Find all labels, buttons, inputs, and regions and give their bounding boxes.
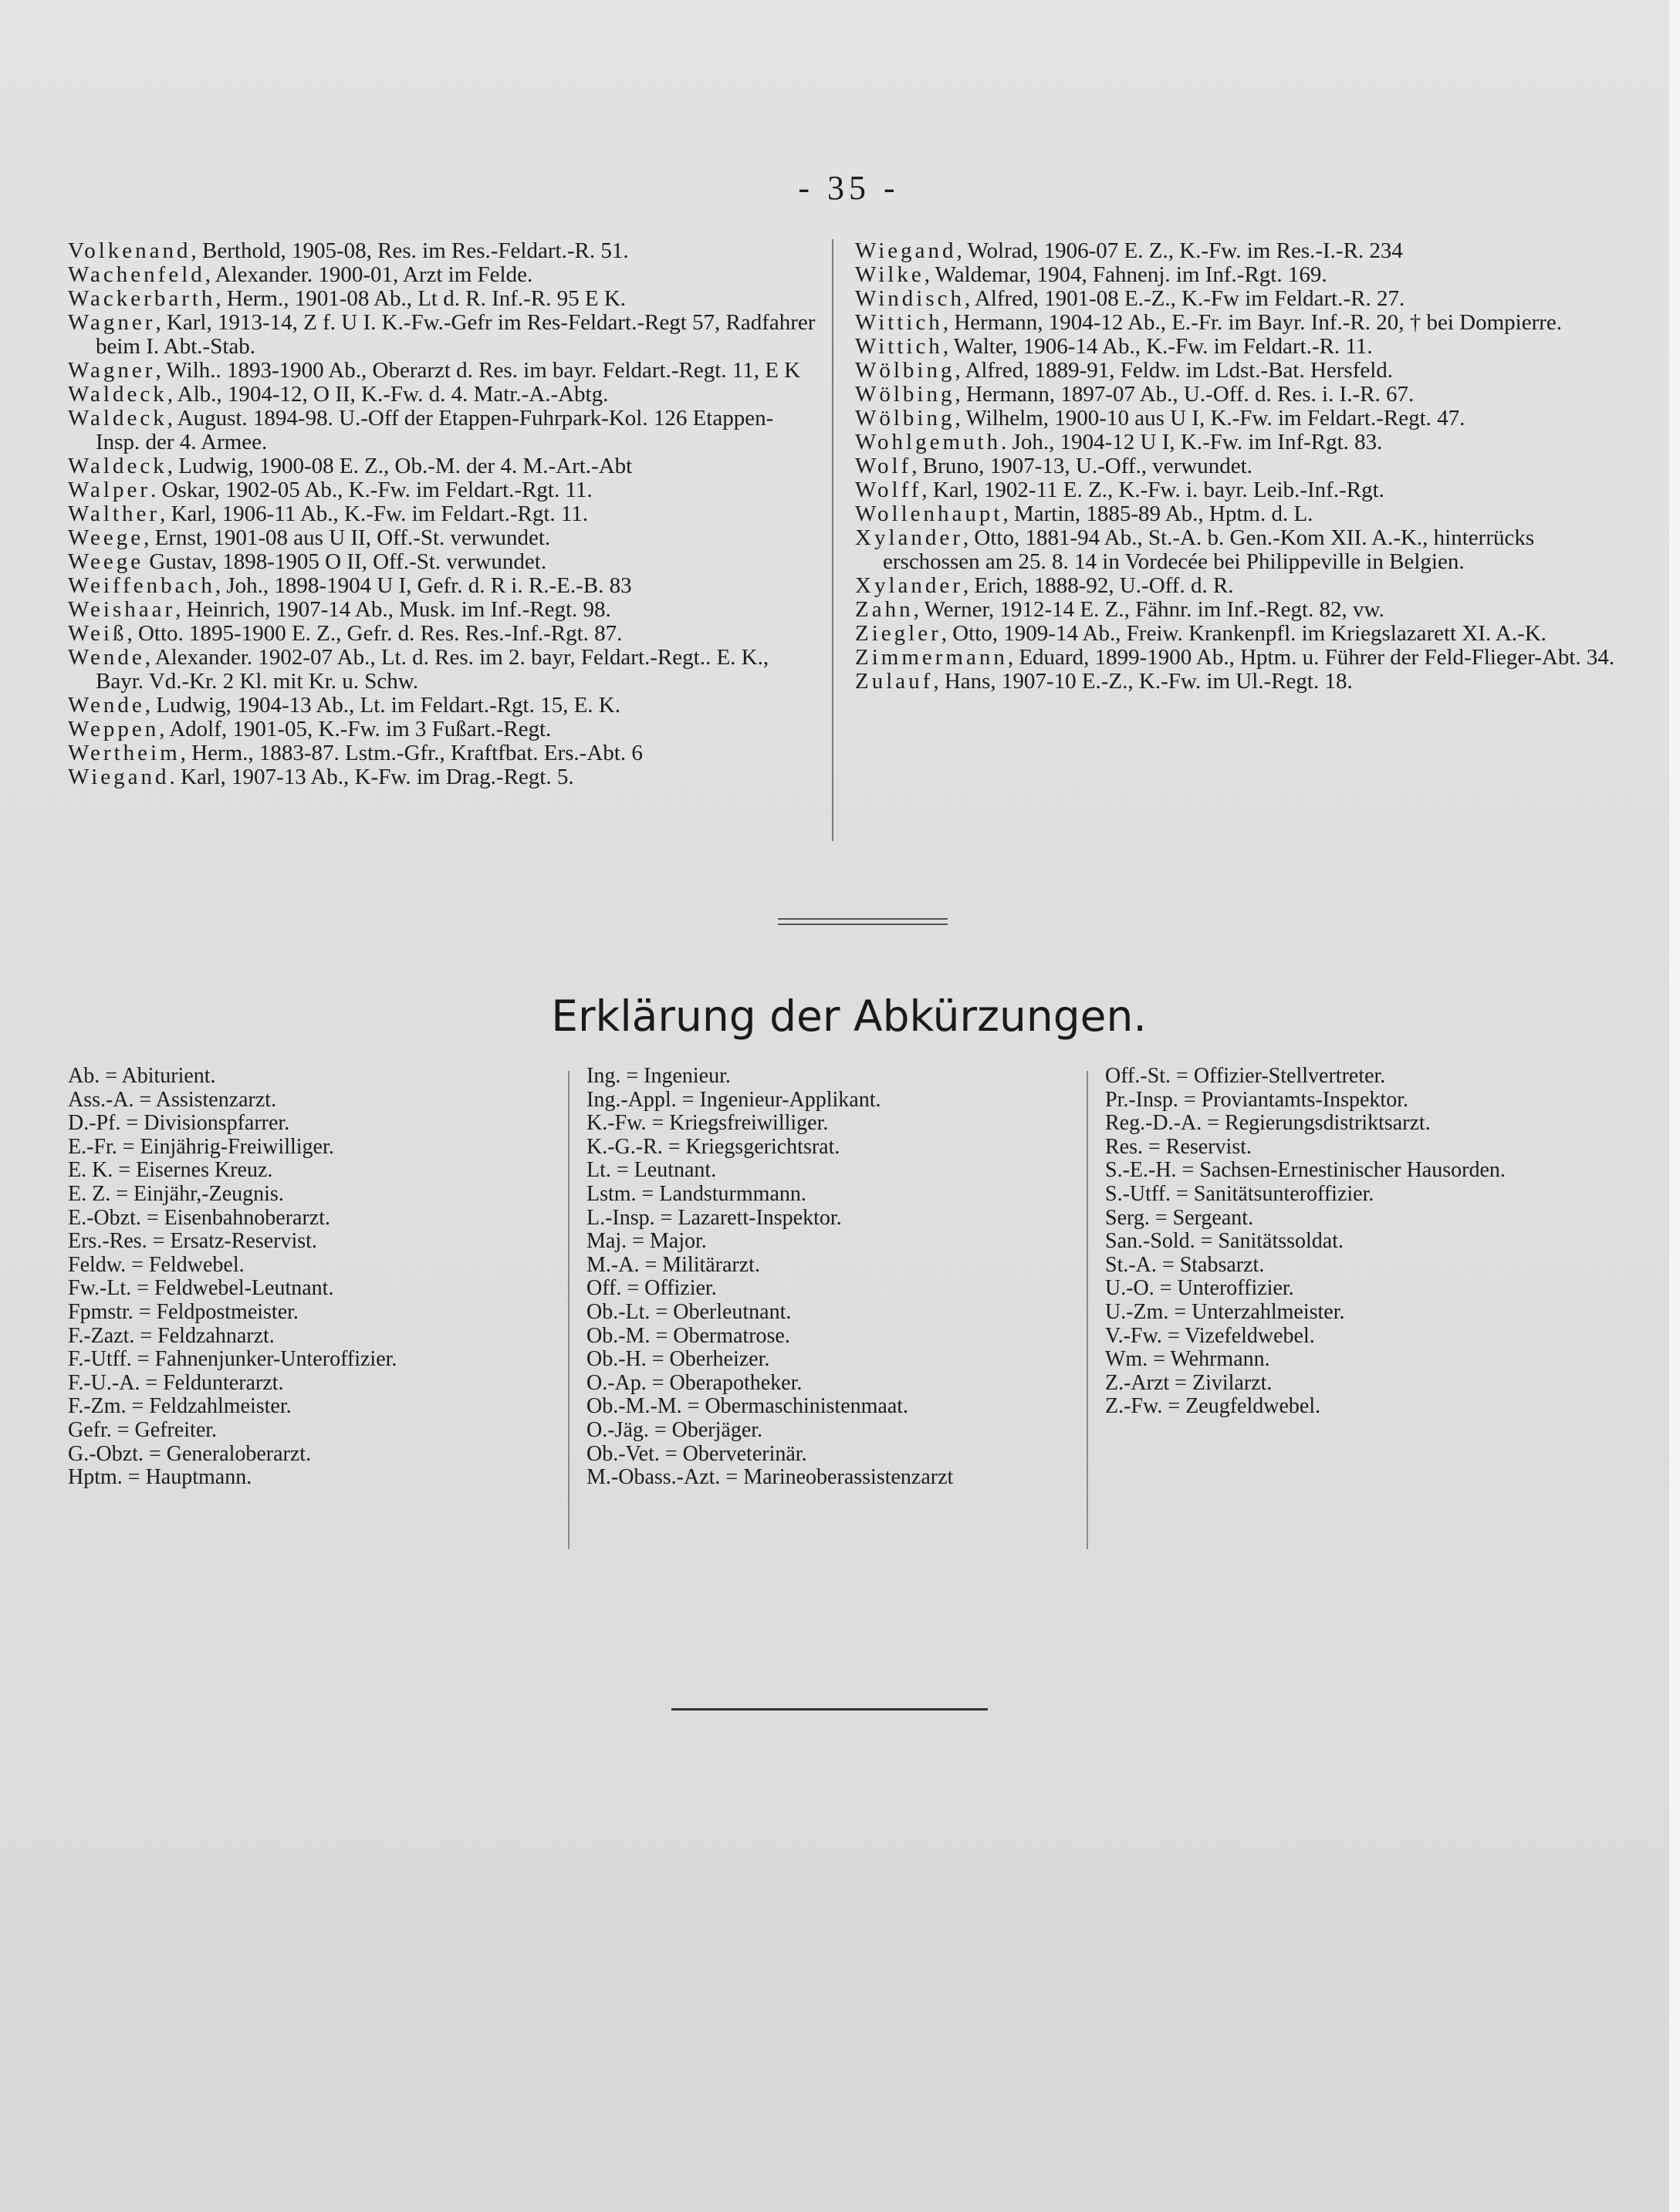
- entry-details: , Alb., 1904-12, O II, K.-Fw. d. 4. Matr.-A.-Abtg.: [167, 382, 609, 407]
- abbreviation-item: Serg. = Sergeant.: [1105, 1205, 1254, 1230]
- entry-details: , Alexander. 1900-01, Arzt im Felde.: [205, 262, 533, 287]
- abbreviation-item: U.-Zm. = Unterzahlmeister.: [1105, 1299, 1345, 1324]
- roster-entry: [68, 646, 816, 694]
- entry-surname: Wittich: [855, 310, 943, 335]
- entry-details: Gustav, 1898-1905 O II, Off.-St. verwundet.: [144, 549, 547, 574]
- roster-entry: [68, 694, 816, 718]
- abbreviation-item: Off.-St. = Offizier-Stellvertreter.: [1105, 1064, 1386, 1088]
- abbreviation-item: O.-Jäg. = Oberjäger.: [586, 1417, 763, 1442]
- abbreviation-item: S.-Utff. = Sanitätsunteroffizier.: [1105, 1181, 1374, 1206]
- entry-details: , Otto, 1909-14 Ab., Freiw. Krankenpfl. im Kriegslazarett XI. A.-K.: [941, 621, 1546, 646]
- roster-entry: [68, 741, 816, 765]
- abbreviation-item: Wm. = Wehrmann.: [1105, 1347, 1270, 1372]
- entry-details: , Alexander. 1902-07 Ab., Lt. d. Res. im 2. bayr, Feldart.-Regt.. E. K., Bayr. Vd.-Kr. 2 Kl. mit Kr. u. Schw.: [96, 645, 769, 694]
- abbreviation-item: St.-A. = Stabsarzt.: [1105, 1252, 1265, 1277]
- abbreviation-item: Off. = Offizier.: [586, 1276, 717, 1301]
- abbreviation-item: F.-U.-A. = Feldunterarzt.: [68, 1370, 284, 1395]
- abbreviation-item: F.-Zazt. = Feldzahnarzt.: [68, 1323, 275, 1348]
- entry-details: . Joh., 1904-12 U I, K.-Fw. im Inf-Rgt. 83.: [1001, 430, 1383, 454]
- abbreviations-divider: [568, 1071, 570, 1549]
- roster-entry: [855, 263, 1627, 287]
- abbreviation-item: S.-E.-H. = Sachsen-Ernestinischer Hausorden.: [1105, 1158, 1506, 1183]
- roster-entry: [855, 407, 1627, 431]
- section-separator: [778, 918, 948, 925]
- abbreviations-divider: [1087, 1071, 1088, 1549]
- abbreviation-item: M.-Obass.-Azt. = Marineoberassistenzarzt: [586, 1465, 954, 1490]
- roster-entry: [855, 287, 1627, 311]
- abbreviation-item: Pr.-Insp. = Proviantamts-Inspektor.: [1105, 1087, 1408, 1112]
- roster-entry: [855, 478, 1627, 502]
- entry-details: , Karl, 1913-14, Z f. U I. K.-Fw.-Gefr im Res-Feldart.-Regt 57, Radfahrer beim I. Abt.-Stab.: [96, 310, 816, 359]
- abbreviation-item: Reg.-D.-A. = Regierungsdistriktsarzt.: [1105, 1111, 1431, 1136]
- entry-surname: Wagner: [68, 310, 156, 335]
- abbreviation-item: Z.-Fw. = Zeugfeldwebel.: [1105, 1394, 1321, 1419]
- abbreviation-item: Fpmstr. = Feldpostmeister.: [68, 1299, 299, 1324]
- roster-right-column: [855, 239, 1627, 694]
- entry-surname: Walther: [68, 501, 161, 526]
- entry-surname: Xylander: [855, 525, 963, 550]
- entry-surname: Waldeck: [68, 382, 167, 407]
- roster-entry: [68, 502, 816, 526]
- entry-surname: Wölbing: [855, 382, 955, 407]
- roster-entry: [855, 335, 1627, 359]
- abbreviation-item: Hptm. = Hauptmann.: [68, 1465, 252, 1490]
- entry-details: , Alfred, 1889-91, Feldw. im Ldst.-Bat. Hersfeld.: [955, 358, 1394, 383]
- abbreviation-item: E. K. = Eisernes Kreuz.: [68, 1158, 273, 1183]
- entry-surname: Zahn: [855, 597, 914, 622]
- entry-surname: Wölbing: [855, 406, 955, 431]
- entry-details: , Heinrich, 1907-14 Ab., Musk. im Inf.-Regt. 98.: [175, 597, 611, 622]
- entry-surname: Waldeck: [68, 406, 167, 431]
- entry-details: , Otto, 1881-94 Ab., St.-A. b. Gen.-Kom XII. A.-K., hinterrücks erschossen am 25. 8. 14 in Vordecée bei Philippeville in Belgien.: [883, 525, 1535, 574]
- entry-details: , Ludwig, 1900-08 E. Z., Ob.-M. der 4. M.-Art.-Abt: [167, 454, 633, 478]
- entry-details: , Eduard, 1899-1900 Ab., Hptm. u. Führer der Feld-Flieger-Abt. 34.: [1007, 645, 1615, 670]
- roster-entry: [68, 765, 816, 789]
- abbreviation-item: Ass.-A. = Assistenzarzt.: [68, 1087, 277, 1112]
- entry-surname: Xylander: [855, 573, 963, 598]
- roster-entry: [68, 383, 816, 407]
- abbreviation-item: Gefr. = Gefreiter.: [68, 1417, 218, 1442]
- entry-surname: Walper: [68, 478, 151, 502]
- roster-entry: [855, 598, 1627, 622]
- abbreviations-column-1: [68, 1065, 562, 1490]
- entry-details: , Bruno, 1907-13, U.-Off., verwundet.: [911, 454, 1252, 478]
- entry-details: , Joh., 1898-1904 U I, Gefr. d. R i. R.-E.-B. 83: [215, 573, 632, 598]
- entry-surname: Wilke: [855, 262, 925, 287]
- abbreviation-item: Lt. = Leutnant.: [586, 1158, 717, 1183]
- entry-details: , Wolrad, 1906-07 E. Z., K.-Fw. im Res.-I.-R. 234: [956, 238, 1403, 263]
- roster-entry: [855, 670, 1627, 694]
- entry-details: , Werner, 1912-14 E. Z., Fähnr. im Inf.-Regt. 82, vw.: [913, 597, 1384, 622]
- entry-surname: Wachenfeld: [68, 262, 205, 287]
- abbreviation-item: San.-Sold. = Sanitätssoldat.: [1105, 1229, 1344, 1254]
- abbreviation-item: E.-Fr. = Einjährig-Freiwilliger.: [68, 1134, 334, 1159]
- entry-surname: Weiß: [68, 621, 127, 646]
- entry-surname: Wende: [68, 693, 145, 718]
- entry-details: , Herm., 1883-87. Lstm.-Gfr., Kraftfbat. Ers.-Abt. 6: [180, 741, 643, 765]
- roster-entry: [855, 383, 1627, 407]
- roster-entry: [68, 574, 816, 598]
- entry-surname: Zimmermann: [855, 645, 1008, 670]
- entry-surname: Volkenand: [68, 238, 191, 263]
- entry-details: , Ludwig, 1904-13 Ab., Lt. im Feldart.-Rgt. 15, E. K.: [144, 693, 621, 718]
- entry-details: , Adolf, 1901-05, K.-Fw. im 3 Fußart.-Regt.: [159, 717, 552, 741]
- roster-entry: [855, 431, 1627, 454]
- abbreviation-item: Fw.-Lt. = Feldwebel-Leutnant.: [68, 1276, 334, 1301]
- abbreviation-item: Ab. = Abiturient.: [68, 1064, 216, 1088]
- page-edge: [1669, 0, 1680, 2212]
- roster-entry: [68, 407, 816, 454]
- abbreviation-item: Ob.-H. = Oberheizer.: [586, 1347, 770, 1372]
- entry-details: , Erich, 1888-92, U.-Off. d. R.: [962, 573, 1234, 598]
- abbreviation-item: Ing. = Ingenieur.: [586, 1064, 731, 1088]
- entry-surname: Wagner: [68, 358, 156, 383]
- roster-entry: [68, 718, 816, 741]
- entry-surname: Windisch: [855, 286, 965, 311]
- entry-details: , Martin, 1885-89 Ab., Hptm. d. L.: [1002, 501, 1313, 526]
- abbreviation-item: Lstm. = Landsturmmann.: [586, 1181, 806, 1206]
- roster-entry: [68, 239, 816, 263]
- abbreviations-column-2: [586, 1065, 1080, 1490]
- entry-surname: Weishaar: [68, 597, 176, 622]
- abbreviation-item: F.-Utff. = Fahnenjunker-Unteroffizier.: [68, 1347, 397, 1372]
- entry-details: , Herm., 1901-08 Ab., Lt d. R. Inf.-R. 95 E K.: [215, 286, 627, 311]
- roster-entry: [855, 311, 1627, 335]
- entry-details: . Oskar, 1902-05 Ab., K.-Fw. im Feldart.-Rgt. 11.: [150, 478, 593, 502]
- entry-details: , Otto. 1895-1900 E. Z., Gefr. d. Res. Res.-Inf.-Rgt. 87.: [127, 621, 623, 646]
- entry-surname: Wiegand: [855, 238, 957, 263]
- roster-entry: [68, 622, 816, 646]
- roster-entry: [68, 550, 816, 574]
- roster-entry: [855, 574, 1627, 598]
- entry-details: , Karl, 1906-11 Ab., K.-Fw. im Feldart.-Rgt. 11.: [160, 501, 589, 526]
- entry-details: , Hans, 1907-10 E.-Z., K.-Fw. im Ul.-Regt. 18.: [933, 669, 1353, 694]
- entry-surname: Wittich: [855, 334, 943, 359]
- abbreviation-item: Maj. = Major.: [586, 1229, 707, 1254]
- entry-surname: Wölbing: [855, 358, 955, 383]
- roster-entry: [855, 454, 1627, 478]
- roster-left-column: [68, 239, 816, 789]
- abbreviation-item: K.-Fw. = Kriegsfreiwilliger.: [586, 1111, 829, 1136]
- roster-entry: [68, 478, 816, 502]
- entry-details: . Karl, 1907-13 Ab., K-Fw. im Drag.-Regt. 5.: [169, 765, 574, 789]
- entry-details: , Ernst, 1901-08 aus U II, Off.-St. verwundet.: [144, 525, 551, 550]
- abbreviation-item: U.-O. = Unteroffizier.: [1105, 1276, 1294, 1301]
- abbreviation-item: Ing.-Appl. = Ingenieur-Applikant.: [586, 1087, 881, 1112]
- entry-surname: Weiffenbach: [68, 573, 215, 598]
- end-rule: [671, 1708, 988, 1711]
- entry-details: , Hermann, 1897-07 Ab., U.-Off. d. Res. i. I.-R. 67.: [955, 382, 1415, 407]
- column-divider: [832, 239, 833, 841]
- entry-surname: Wende: [68, 645, 145, 670]
- entry-surname: Wackerbarth: [68, 286, 216, 311]
- roster-entry: [855, 359, 1627, 383]
- roster-entry: [855, 502, 1627, 526]
- abbreviation-item: K.-G.-R. = Kriegsgerichtsrat.: [586, 1134, 840, 1159]
- entry-details: , Berthold, 1905-08, Res. im Res.-Feldart.-R. 51.: [191, 238, 629, 263]
- roster-entry: [68, 287, 816, 311]
- roster-entry: [68, 526, 816, 550]
- entry-details: , Alfred, 1901-08 E.-Z., K.-Fw im Feldart.-R. 27.: [964, 286, 1405, 311]
- roster-entry: [68, 454, 816, 478]
- abbreviation-item: M.-A. = Militärarzt.: [586, 1252, 760, 1277]
- entry-details: , August. 1894-98. U.-Off der Etappen-Fuhrpark-Kol. 126 Etappen-Insp. der 4. Armee.: [96, 406, 774, 454]
- abbreviation-item: Ob.-M.-M. = Obermaschinistenmaat.: [586, 1394, 909, 1419]
- page-number: - 35 -: [798, 169, 900, 207]
- entry-details: , Karl, 1902-11 E. Z., K.-Fw. i. bayr. Leib.-Inf.-Rgt.: [921, 478, 1384, 502]
- roster-entry: [68, 598, 816, 622]
- abbreviations-heading: Erklärung der Abkürzungen.: [551, 991, 1147, 1041]
- entry-details: , Wilh.. 1893-1900 Ab., Oberarzt d. Res. im bayr. Feldart.-Regt. 11, E K: [155, 358, 801, 383]
- abbreviation-item: E. Z. = Einjähr,-Zeugnis.: [68, 1181, 284, 1206]
- abbreviation-item: Z.-Arzt = Zivilarzt.: [1105, 1370, 1273, 1395]
- abbreviation-item: G.-Obzt. = Generaloberarzt.: [68, 1441, 312, 1466]
- entry-surname: Ziegler: [855, 621, 941, 646]
- entry-details: , Walter, 1906-14 Ab., K.-Fw. im Feldart.-R. 11.: [942, 334, 1373, 359]
- abbreviation-item: Ob.-M. = Obermatrose.: [586, 1323, 790, 1348]
- entry-surname: Zulauf: [855, 669, 934, 694]
- abbreviation-item: E.-Obzt. = Eisenbahnoberarzt.: [68, 1205, 330, 1230]
- entry-surname: Wertheim: [68, 741, 181, 765]
- roster-entry: [855, 239, 1627, 263]
- abbreviation-item: Res. = Reservist.: [1105, 1134, 1252, 1159]
- roster-entry: [68, 359, 816, 383]
- entry-surname: Weege: [68, 549, 144, 574]
- abbreviation-item: Ob.-Vet. = Oberveterinär.: [586, 1441, 807, 1466]
- entry-details: , Wilhelm, 1900-10 aus U I, K.-Fw. im Feldart.-Regt. 47.: [955, 406, 1465, 431]
- entry-surname: Wollenhaupt: [855, 501, 1003, 526]
- roster-entry: [68, 311, 816, 359]
- abbreviation-item: Ob.-Lt. = Oberleutnant.: [586, 1299, 792, 1324]
- roster-entry: [855, 646, 1627, 670]
- abbreviation-item: Feldw. = Feldwebel.: [68, 1252, 245, 1277]
- abbreviation-item: Ers.-Res. = Ersatz-Reservist.: [68, 1229, 317, 1254]
- entry-details: , Hermann, 1904-12 Ab., E.-Fr. im Bayr. Inf.-R. 20, † bei Dompierre.: [942, 310, 1563, 335]
- entry-surname: Weppen: [68, 717, 160, 741]
- entry-surname: Wiegand: [68, 765, 170, 789]
- roster-entry: [855, 526, 1627, 574]
- entry-surname: Weege: [68, 525, 144, 550]
- abbreviation-item: O.-Ap. = Oberapotheker.: [586, 1370, 803, 1395]
- abbreviations-column-3: [1105, 1065, 1599, 1419]
- entry-surname: Wohlgemuth: [855, 430, 1002, 454]
- entry-surname: Waldeck: [68, 454, 167, 478]
- abbreviation-item: D.-Pf. = Divisionspfarrer.: [68, 1111, 290, 1136]
- abbreviation-item: V.-Fw. = Vizefeldwebel.: [1105, 1323, 1315, 1348]
- entry-surname: Wolf: [855, 454, 912, 478]
- entry-details: , Waldemar, 1904, Fahnenj. im Inf.-Rgt. 169.: [924, 262, 1327, 287]
- abbreviation-item: L.-Insp. = Lazarett-Inspektor.: [586, 1205, 842, 1230]
- roster-entry: [855, 622, 1627, 646]
- entry-surname: Wolff: [855, 478, 922, 502]
- roster-entry: [68, 263, 816, 287]
- abbreviation-item: F.-Zm. = Feldzahlmeister.: [68, 1394, 292, 1419]
